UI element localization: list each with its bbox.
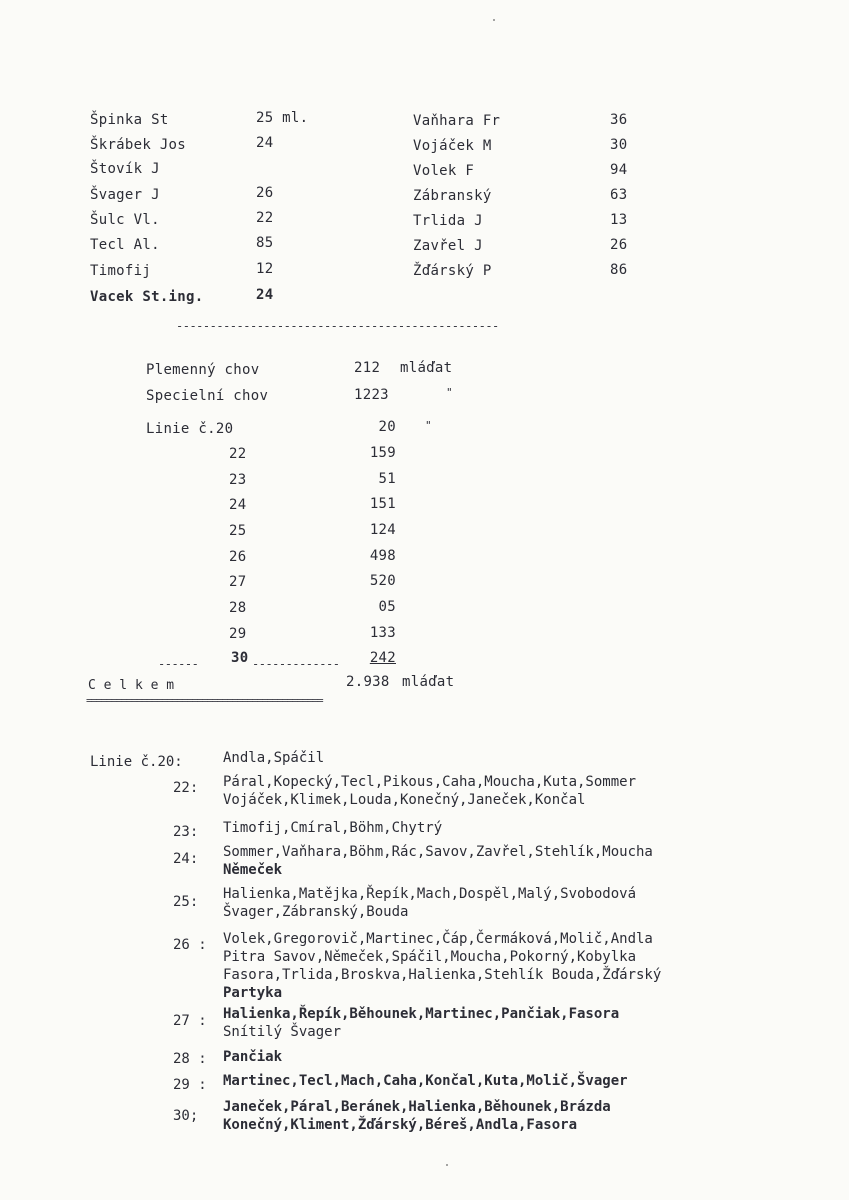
list-item-value: 13	[610, 212, 628, 228]
linie-detail-names: Fasora,Trlida,Broskva,Halienka,Stehlík Bouda,Žďárský	[223, 967, 662, 983]
list-item-name: Vacek St.ing.	[90, 289, 204, 305]
total-value: 2.938	[346, 674, 390, 690]
linie-value: 133	[369, 625, 396, 641]
summary-label: Plemenný chov	[146, 362, 260, 378]
linie-detail-names: Partyka	[223, 985, 283, 1001]
linie-detail-names: Konečný,Kliment,Žďárský,Béreš,Andla,Fasora	[223, 1117, 578, 1133]
summary-value: 1223	[354, 387, 389, 403]
list-item-name: Trlida J	[413, 213, 483, 229]
summary-value: 212	[354, 360, 381, 376]
linie-detail-names: Němeček	[223, 862, 283, 878]
linie-number: 24	[229, 497, 247, 513]
ditto-mark: "	[446, 386, 453, 399]
total-label: C e l k e m	[88, 678, 175, 693]
linie-number: 29	[229, 626, 247, 642]
linie-detail-no: 26 :	[173, 937, 207, 953]
list-item-name: Volek F	[413, 163, 475, 179]
linie-detail-names: Volek,Gregorovič,Martinec,Čáp,Čermáková,Molič,Andla	[223, 931, 653, 947]
linie-detail-no: 27 :	[173, 1013, 207, 1029]
subtotal-rule-left: ------	[158, 657, 199, 671]
linie-detail-label: Linie č.20:	[90, 754, 183, 770]
list-item-name: Zavřel J	[413, 238, 483, 254]
paper-speck	[493, 19, 495, 21]
linie-number: 30	[231, 650, 249, 666]
linie-detail-names: Pitra Savov,Němeček,Spáčil,Moucha,Pokorný,Kobylka	[223, 949, 637, 965]
list-item-value: 86	[610, 262, 628, 278]
linie-label: Linie č.20	[146, 421, 234, 437]
linie-detail-names: Halienka,Matějka,Řepík,Mach,Dospěl,Malý,Svobodová	[223, 886, 637, 902]
subtotal-rule-right: -------------	[252, 657, 340, 671]
linie-value: 05	[378, 599, 396, 615]
linie-number: 26	[229, 549, 247, 565]
linie-value: 51	[378, 471, 396, 487]
linie-detail-names: Janeček,Páral,Beránek,Halienka,Běhounek,Brázda	[223, 1099, 611, 1115]
list-item-value: 30	[610, 137, 628, 153]
linie-detail-names: Andla,Spáčil	[223, 750, 325, 766]
linie-number: 25	[229, 523, 247, 539]
linie-detail-names: Vojáček,Klimek,Louda,Konečný,Janeček,Končal	[223, 792, 586, 808]
list-item-name: Vaňhara Fr	[413, 113, 501, 129]
linie-detail-no: 25:	[173, 894, 199, 910]
linie-value: 498	[369, 548, 396, 564]
list-item-value: 85	[256, 235, 274, 251]
linie-detail-names: Snítilý Švager	[223, 1024, 342, 1040]
linie-value: 159	[369, 445, 396, 461]
list-item-name: Zábranský	[413, 188, 492, 204]
list-item-name: Šulc Vl.	[90, 212, 160, 228]
linie-value: 520	[369, 573, 396, 589]
linie-number: 23	[229, 472, 247, 488]
list-item-name: Žďárský P	[413, 263, 492, 279]
list-item-value: 22	[256, 210, 274, 226]
list-item-name: Vojáček M	[413, 138, 492, 154]
linie-detail-no: 23:	[173, 824, 199, 840]
linie-value: 20	[378, 419, 396, 435]
linie-value: 242	[369, 650, 396, 666]
list-item-value: 25 ml.	[256, 110, 309, 126]
total-unit: mláďat	[402, 674, 455, 690]
linie-number: 27	[229, 574, 247, 590]
linie-detail-names: Timofij,Cmíral,Böhm,Chytrý	[223, 820, 443, 836]
summary-unit: mláďat	[400, 360, 453, 376]
linie-detail-names: Švager,Zábranský,Bouda	[223, 904, 409, 920]
ditto-mark: "	[425, 419, 432, 432]
list-item-value: 12	[256, 261, 274, 277]
list-item-name: Štovík J	[90, 161, 160, 177]
linie-detail-names: Páral,Kopecký,Tecl,Pikous,Caha,Moucha,Kuta,Sommer	[223, 774, 637, 790]
list-item-value: 24	[256, 287, 274, 303]
list-item-name: Tecl Al.	[90, 237, 160, 253]
list-item-value: 63	[610, 187, 628, 203]
linie-detail-no: 30;	[173, 1108, 199, 1124]
list-item-value: 36	[610, 112, 628, 128]
linie-detail-names: Sommer,Vaňhara,Böhm,Rác,Savov,Zavřel,Stehlík,Moucha	[223, 844, 653, 860]
list-item-value: 94	[610, 162, 628, 178]
linie-detail-no: 28 :	[173, 1051, 207, 1067]
summary-label: Specielní chov	[146, 388, 269, 404]
linie-value: 124	[369, 522, 396, 538]
linie-detail-names: Halienka,Řepík,Běhounek,Martinec,Pančiak,Fasora	[223, 1006, 620, 1022]
list-item-name: Škrábek Jos	[90, 137, 187, 153]
linie-number: 28	[229, 600, 247, 616]
linie-detail-names: Martinec,Tecl,Mach,Caha,Končal,Kuta,Molič,Švager	[223, 1073, 628, 1089]
list-item-name: Špinka St	[90, 112, 169, 128]
linie-detail-names: Pančiak	[223, 1049, 283, 1065]
linie-value: 151	[369, 496, 396, 512]
linie-detail-no: 22:	[173, 780, 199, 796]
linie-detail-no: 24:	[173, 851, 199, 867]
double-rule: ===============================================	[86, 694, 323, 707]
list-item-value: 24	[256, 135, 274, 151]
list-item-value: 26	[610, 237, 628, 253]
list-item-name: Švager J	[90, 187, 160, 203]
linie-detail-no: 29 :	[173, 1077, 207, 1093]
list-item-name: Timofij	[90, 263, 152, 279]
paper-speck	[446, 1164, 448, 1166]
list-item-value: 26	[256, 185, 274, 201]
separator-line: ------------------------------------------------	[176, 319, 499, 333]
linie-number: 22	[229, 446, 247, 462]
